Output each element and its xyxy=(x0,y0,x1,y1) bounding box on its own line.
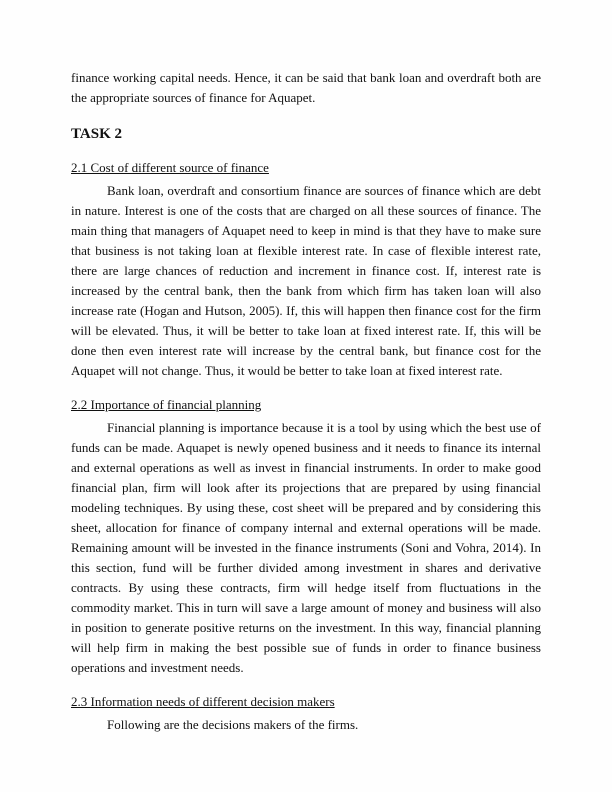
intro-paragraph: finance working capital needs. Hence, it can be said that bank loan and overdraft both are the appropriate sources of finance for Aquapet. xyxy=(71,70,541,105)
section-heading: 2.3 Information needs of different decision makers xyxy=(71,694,335,709)
section-information-needs xyxy=(71,692,541,735)
section-heading: 2.2 Importance of financial planning xyxy=(71,397,262,412)
section-body-paragraph: Financial planning is importance because it is a tool by using which the best use of funds can be made. Aquapet is newly opened business and it needs to finance its internal and external operations as well as invest in financial instruments. In order to make good financial plan, firm will look after its projections that are prepared by using financial modeling techniques. By using these, cost sheet will be prepared and by considering this sheet, allocation for finance of company internal and external operations will be made. Remaining amount will be invested in the finance instruments (Soni and Vohra, 2014). In this section, fund will be further divided among investment in shares and derivative contracts. By using these contracts, firm will hedge itself from fluctuations in the commodity market. This in turn will save a large amount of money and business will also in position to generate positive returns on the investment. In this way, financial planning will help firm in making the best possible sue of funds in order to finance business operations and investment needs. xyxy=(71,420,541,675)
section-body-paragraph: Bank loan, overdraft and consortium finance are sources of finance which are debt in nature. Interest is one of the costs that are charged on all these sources of finance. The main thing that managers of Aquapet need to keep in mind is that they have to make sure that business is not taking loan at flexible interest rate. In case of flexible interest rate, there are large chances of reduction and increment in finance cost. If, interest rate is increased by the central bank, then the bank from which firm has taken loan will also increase rate (Hogan and Hutson, 2005). If, this will happen then finance cost for the firm will be elevated. Thus, it will be better to take loan at fixed interest rate. If, this will be done then even interest rate will increase by the central bank, but finance cost for the Aquapet will not change. Thus, it would be better to take loan at fixed interest rate. xyxy=(71,183,541,378)
task-heading: TASK 2 xyxy=(71,126,122,142)
section-financial-planning xyxy=(71,395,541,678)
section-body-paragraph: Following are the decisions makers of the firms. xyxy=(107,717,359,732)
section-heading: 2.1 Cost of different source of finance xyxy=(71,160,269,175)
section-cost-of-finance xyxy=(71,158,541,381)
